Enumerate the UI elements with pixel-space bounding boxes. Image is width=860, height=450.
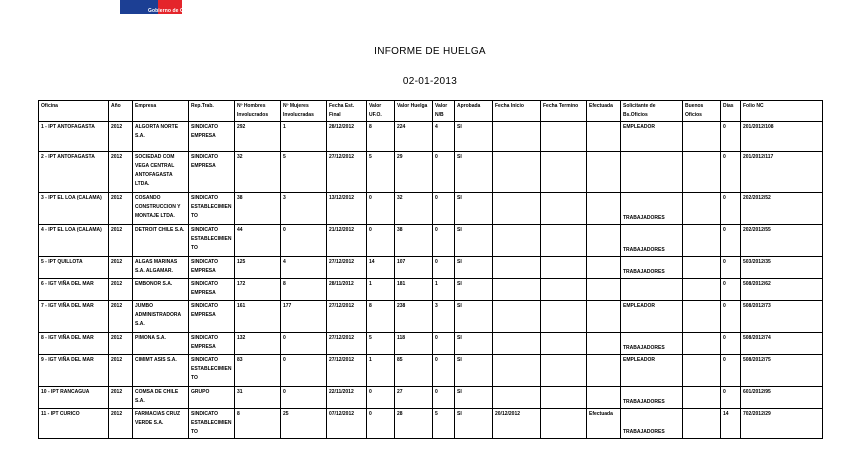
col-header: Efectuada — [587, 101, 621, 122]
table-cell: COMSA DE CHILE S.A. — [133, 387, 189, 409]
table-cell — [541, 301, 587, 333]
table-cell — [493, 279, 541, 301]
report-title: INFORME DE HUELGA — [374, 46, 486, 57]
table-row — [39, 409, 823, 439]
logo-text: Gobierno de Chile — [148, 8, 193, 14]
table-cell: 5 - IPT QUILLOTA — [39, 257, 109, 279]
table-cell: 202/2012/55 — [741, 225, 823, 257]
table-cell: 181 — [395, 279, 433, 301]
col-header: Empresa — [133, 101, 189, 122]
col-header: Días — [721, 101, 741, 122]
table-cell: 0 — [433, 193, 455, 225]
table-cell: 21/12/2012 — [327, 225, 367, 257]
table-cell — [493, 387, 541, 409]
table-cell — [587, 225, 621, 257]
table-cell: 508/2012/75 — [741, 355, 823, 387]
table-cell: 508/2012/74 — [741, 333, 823, 355]
table-cell: TRABAJADORES — [621, 225, 683, 257]
table-cell: 0 — [721, 122, 741, 152]
col-header: Solicitante de Bs.Oficios — [621, 101, 683, 122]
col-header: Buenos Oficios — [683, 101, 721, 122]
table-cell: 27 — [395, 387, 433, 409]
table-cell: SI — [455, 355, 493, 387]
table-cell — [683, 122, 721, 152]
table-cell — [587, 152, 621, 193]
table-cell: ALGAS MARINAS S.A. ALGAMAR. — [133, 257, 189, 279]
table-cell: 0 — [721, 279, 741, 301]
table-cell — [587, 193, 621, 225]
table-cell: 38 — [395, 225, 433, 257]
table-cell — [541, 152, 587, 193]
table-cell: 6 - IGT VIÑA DEL MAR — [39, 279, 109, 301]
table-cell: 3 - IPT EL LOA (CALAMA) — [39, 193, 109, 225]
col-header: Fecha Termino — [541, 101, 587, 122]
table-cell: 201/2012/108 — [741, 122, 823, 152]
table-cell: 27/12/2012 — [327, 301, 367, 333]
table-row — [39, 257, 823, 279]
col-header: Oficina — [39, 101, 109, 122]
table-cell: 0 — [433, 152, 455, 193]
table-cell: 0 — [367, 193, 395, 225]
table-cell: 5 — [281, 152, 327, 193]
table-cell: EMBONOR S.A. — [133, 279, 189, 301]
table-cell: Efectuada — [587, 409, 621, 439]
table-cell: 0 — [721, 387, 741, 409]
table-cell: 27/12/2012 — [327, 355, 367, 387]
col-header: Nº Mujeres Involucradas — [281, 101, 327, 122]
strike-report-table — [38, 100, 823, 439]
table-cell — [493, 301, 541, 333]
table-cell: 13/12/2012 — [327, 193, 367, 225]
report-date: 02-01-2013 — [402, 76, 458, 87]
table-row — [39, 355, 823, 387]
table-cell — [541, 387, 587, 409]
table-cell — [493, 333, 541, 355]
table-cell: 508/2012/62 — [741, 279, 823, 301]
col-header: Valor N/B — [433, 101, 455, 122]
table-cell — [493, 152, 541, 193]
table-cell: SINDICATO EMPRESA — [189, 122, 235, 152]
table-cell: PIMONA S.A. — [133, 333, 189, 355]
table-cell — [621, 279, 683, 301]
table-cell: SINDICATO ESTABLECIMIENTO — [189, 193, 235, 225]
table-cell: 238 — [395, 301, 433, 333]
table-cell: 0 — [367, 409, 395, 439]
table-cell — [683, 409, 721, 439]
table-cell: CIMIMT ASIS S.A. — [133, 355, 189, 387]
table-cell: 2 - IPT ANTOFAGASTA — [39, 152, 109, 193]
table-cell: 0 — [433, 355, 455, 387]
table-cell: GRUPO — [189, 387, 235, 409]
table-cell: 2012 — [109, 333, 133, 355]
table-cell: 38 — [235, 193, 281, 225]
table-cell: 0 — [433, 387, 455, 409]
table-cell — [541, 257, 587, 279]
table-cell: 177 — [281, 301, 327, 333]
table-cell: 1 — [433, 279, 455, 301]
table-cell: 4 — [281, 257, 327, 279]
table-cell: 132 — [235, 333, 281, 355]
table-header-row — [39, 101, 823, 122]
table-cell: 0 — [721, 333, 741, 355]
table-cell: 0 — [433, 225, 455, 257]
table-cell: SI — [455, 387, 493, 409]
table-cell: 22/11/2012 — [327, 387, 367, 409]
table-cell: 0 — [281, 225, 327, 257]
table-cell: SI — [455, 225, 493, 257]
table-cell: 8 — [281, 279, 327, 301]
table-cell: 508/2012/73 — [741, 301, 823, 333]
table-cell: 107 — [395, 257, 433, 279]
col-header: Rep.Trab. — [189, 101, 235, 122]
table-row — [39, 122, 823, 152]
table-cell: COSANDO CONSTRUCCION Y MONTAJE LTDA. — [133, 193, 189, 225]
table-cell: 125 — [235, 257, 281, 279]
table-cell: 0 — [721, 152, 741, 193]
table-cell: 0 — [433, 257, 455, 279]
table-cell: 0 — [281, 333, 327, 355]
table-cell: 2012 — [109, 152, 133, 193]
table-row — [39, 301, 823, 333]
table-cell — [683, 193, 721, 225]
table-cell: 32 — [395, 193, 433, 225]
table-cell: 2012 — [109, 301, 133, 333]
table-cell: 8 — [235, 409, 281, 439]
table-cell: 5 — [433, 409, 455, 439]
table-cell: 2012 — [109, 279, 133, 301]
table-cell: 20/12/2012 — [493, 409, 541, 439]
table-cell: SINDICATO ESTABLECIMIENTO — [189, 355, 235, 387]
table-cell: 0 — [721, 193, 741, 225]
table-cell: 2012 — [109, 122, 133, 152]
table-cell: SINDICATO EMPRESA — [189, 333, 235, 355]
col-header: Fecha Est. Final — [327, 101, 367, 122]
table-cell: 10 - IPT RANCAGUA — [39, 387, 109, 409]
table-cell: SINDICATO ESTABLECIMIENTO — [189, 409, 235, 439]
table-cell: SI — [455, 257, 493, 279]
table-cell — [587, 355, 621, 387]
table-cell: 8 - IGT VIÑA DEL MAR — [39, 333, 109, 355]
table-cell: SINDICATO EMPRESA — [189, 301, 235, 333]
table-cell: 118 — [395, 333, 433, 355]
col-header: Valor Huelga — [395, 101, 433, 122]
table-cell — [683, 257, 721, 279]
table-cell: TRABAJADORES — [621, 409, 683, 439]
table-cell: 1 — [281, 122, 327, 152]
table-cell — [541, 355, 587, 387]
table-cell: 202/2012/52 — [741, 193, 823, 225]
table-cell: 2012 — [109, 409, 133, 439]
col-header: Año — [109, 101, 133, 122]
table-cell: 702/2012/29 — [741, 409, 823, 439]
table-cell: SI — [455, 193, 493, 225]
table-cell: 4 — [433, 122, 455, 152]
table-cell — [683, 355, 721, 387]
table-cell: SI — [455, 279, 493, 301]
table-cell — [493, 122, 541, 152]
table-cell: 07/12/2012 — [327, 409, 367, 439]
table-cell: SI — [455, 301, 493, 333]
table-cell: 172 — [235, 279, 281, 301]
table-cell — [683, 152, 721, 193]
table-cell: SINDICATO EMPRESA — [189, 257, 235, 279]
table-cell: JUMBO ADMINISTRADORA S.A. — [133, 301, 189, 333]
table-cell: 201/2012/117 — [741, 152, 823, 193]
table-cell: 2012 — [109, 387, 133, 409]
table-cell — [587, 301, 621, 333]
table-row — [39, 225, 823, 257]
table-cell: 601/2012/95 — [741, 387, 823, 409]
table-cell: 292 — [235, 122, 281, 152]
table-cell: 2012 — [109, 257, 133, 279]
table-cell — [683, 301, 721, 333]
table-cell: 0 — [281, 355, 327, 387]
table-cell — [587, 257, 621, 279]
table-cell — [587, 333, 621, 355]
col-header: Nº Hombres Involucrados — [235, 101, 281, 122]
table-cell: 0 — [721, 355, 741, 387]
table-cell: 0 — [721, 301, 741, 333]
table-cell: 31 — [235, 387, 281, 409]
table-cell: 44 — [235, 225, 281, 257]
table-cell: FARMACIAS CRUZ VERDE S.A. — [133, 409, 189, 439]
table-cell: SI — [455, 122, 493, 152]
col-header: Fecha Inicio — [493, 101, 541, 122]
table-cell: 0 — [433, 333, 455, 355]
table-cell: SINDICATO ESTABLECIMIENTO — [189, 225, 235, 257]
table-cell — [541, 225, 587, 257]
table-cell: 1 — [367, 355, 395, 387]
table-cell: 224 — [395, 122, 433, 152]
table-cell: TRABAJADORES — [621, 257, 683, 279]
table-cell — [587, 387, 621, 409]
table-cell: TRABAJADORES — [621, 193, 683, 225]
table-cell — [683, 387, 721, 409]
table-cell: 5 — [367, 333, 395, 355]
table-cell: EMPLEADOR — [621, 122, 683, 152]
table-cell: 28/12/2012 — [327, 122, 367, 152]
table-row — [39, 193, 823, 225]
table-cell: 14 — [721, 409, 741, 439]
table-cell: 3 — [281, 193, 327, 225]
table-cell — [541, 193, 587, 225]
table-cell: 2012 — [109, 193, 133, 225]
table-cell: 27/12/2012 — [327, 257, 367, 279]
table-cell: 14 — [367, 257, 395, 279]
table-row — [39, 387, 823, 409]
table-cell: 8 — [367, 301, 395, 333]
table-cell: 9 - IGT VIÑA DEL MAR — [39, 355, 109, 387]
table-cell: 1 — [367, 279, 395, 301]
table-cell: SINDICATO EMPRESA — [189, 152, 235, 193]
table-cell — [541, 122, 587, 152]
table-cell: 2012 — [109, 225, 133, 257]
table-cell: 25 — [281, 409, 327, 439]
table-cell: 1 - IPT ANTOFAGASTA — [39, 122, 109, 152]
col-header: Valor UF.O. — [367, 101, 395, 122]
table-cell: SI — [455, 333, 493, 355]
table-cell: 4 - IPT EL LOA (CALAMA) — [39, 225, 109, 257]
table-cell: 2012 — [109, 355, 133, 387]
table-cell — [493, 355, 541, 387]
table-cell — [493, 257, 541, 279]
table-cell: SINDICATO EMPRESA — [189, 279, 235, 301]
table-cell — [683, 333, 721, 355]
table-cell — [683, 279, 721, 301]
table-cell: 27/12/2012 — [327, 333, 367, 355]
table-cell — [587, 122, 621, 152]
table-cell: 29 — [395, 152, 433, 193]
table-cell: SI — [455, 409, 493, 439]
table-row — [39, 152, 823, 193]
table-cell: 32 — [235, 152, 281, 193]
table-cell — [683, 225, 721, 257]
table-row — [39, 279, 823, 301]
table-cell: 0 — [281, 387, 327, 409]
table-cell — [541, 279, 587, 301]
table-cell: 28/11/2012 — [327, 279, 367, 301]
table-cell: 11 - IPT CURICO — [39, 409, 109, 439]
table-cell: EMPLEADOR — [621, 355, 683, 387]
table-cell: 83 — [235, 355, 281, 387]
col-header: Folio NC — [741, 101, 823, 122]
table-cell — [493, 193, 541, 225]
table-cell: 28 — [395, 409, 433, 439]
table-cell: SI — [455, 152, 493, 193]
table-cell: EMPLEADOR — [621, 301, 683, 333]
table-cell: 8 — [367, 122, 395, 152]
table-cell: 503/2012/35 — [741, 257, 823, 279]
table-cell: 7 - IGT VIÑA DEL MAR — [39, 301, 109, 333]
table-cell: DETROIT CHILE S.A. — [133, 225, 189, 257]
table-cell — [621, 152, 683, 193]
table-cell: TRABAJADORES — [621, 387, 683, 409]
table-row — [39, 333, 823, 355]
table-cell: TRABAJADORES — [621, 333, 683, 355]
table-cell — [493, 225, 541, 257]
table-cell: 0 — [721, 225, 741, 257]
table-cell: ALGORTA NORTE S.A. — [133, 122, 189, 152]
table-cell: 85 — [395, 355, 433, 387]
table-cell: 0 — [367, 387, 395, 409]
table-cell — [587, 279, 621, 301]
table-cell: 0 — [367, 225, 395, 257]
table-cell: 5 — [367, 152, 395, 193]
table-cell: 0 — [721, 257, 741, 279]
table-cell — [541, 333, 587, 355]
table-cell: 3 — [433, 301, 455, 333]
table-cell — [541, 409, 587, 439]
col-header: Aprobada — [455, 101, 493, 122]
table-cell: SOCIEDAD COM VEGA CENTRAL ANTOFAGASTA LTDA. — [133, 152, 189, 193]
table-cell: 161 — [235, 301, 281, 333]
table-cell: 27/12/2012 — [327, 152, 367, 193]
